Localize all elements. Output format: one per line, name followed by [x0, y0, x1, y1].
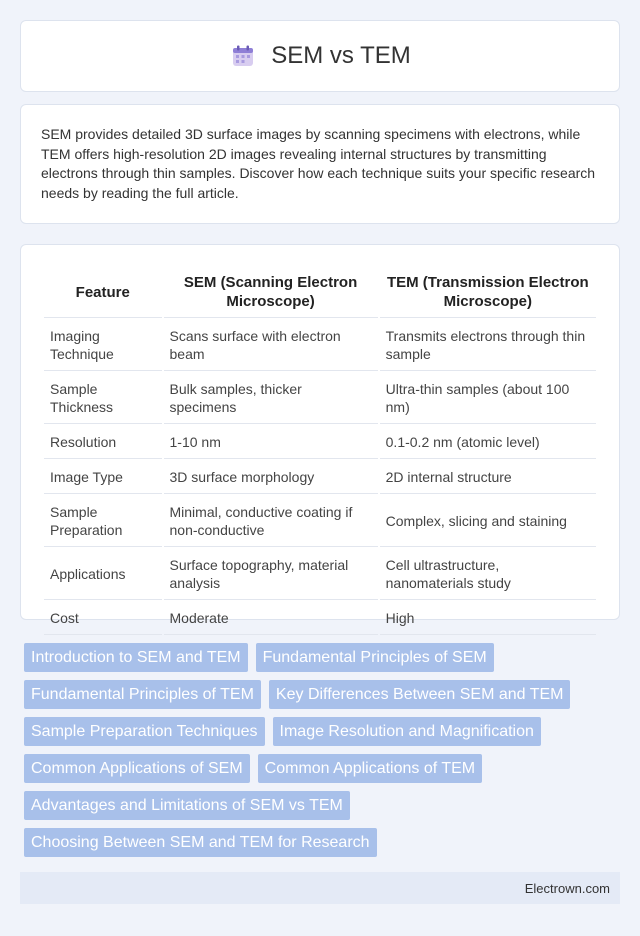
comparison-table-card: [20, 244, 620, 626]
link-row: [24, 643, 604, 672]
table-row: [44, 496, 596, 547]
topic-link[interactable]: Fundamental Principles of SEM: [256, 643, 494, 672]
cell-tem: High: [380, 602, 596, 635]
footer-brand: Electrown.com: [524, 880, 610, 896]
header-feature: Feature: [44, 267, 162, 318]
cell-feature: Cost: [44, 602, 162, 635]
topic-link[interactable]: Image Resolution and Magnification: [273, 717, 541, 746]
table-row: [44, 461, 596, 494]
footer: [20, 872, 620, 904]
cell-feature: Imaging Technique: [44, 320, 162, 371]
page-title: SEM vs TEM: [271, 42, 411, 69]
header-card: [20, 20, 620, 92]
topic-links: [24, 643, 604, 857]
table-row: [44, 426, 596, 459]
cell-tem: Transmits electrons through thin sample: [380, 320, 596, 371]
link-row: [24, 828, 604, 857]
table-row: [44, 320, 596, 371]
link-row: [24, 791, 604, 820]
calendar-icon: [229, 42, 257, 70]
topic-link[interactable]: Fundamental Principles of TEM: [24, 680, 261, 709]
cell-sem: Scans surface with electron beam: [164, 320, 378, 371]
cell-feature: Sample Thickness: [44, 373, 162, 424]
topic-link[interactable]: Sample Preparation Techniques: [24, 717, 265, 746]
cell-tem: 0.1-0.2 nm (atomic level): [380, 426, 596, 459]
header-tem: TEM (Transmission Electron Microscope): [380, 267, 596, 318]
comparison-table: [42, 265, 598, 637]
header-sem: SEM (Scanning Electron Microscope): [164, 267, 378, 318]
intro-card: [20, 104, 620, 224]
topic-link[interactable]: Advantages and Limitations of SEM vs TEM: [24, 791, 350, 820]
topic-link[interactable]: Introduction to SEM and TEM: [24, 643, 248, 672]
cell-tem: Cell ultrastructure, nanomaterials study: [380, 549, 596, 600]
table-row: [44, 373, 596, 424]
cell-tem: Complex, slicing and staining: [380, 496, 596, 547]
cell-feature: Resolution: [44, 426, 162, 459]
cell-sem: Bulk samples, thicker specimens: [164, 373, 378, 424]
cell-sem: Surface topography, material analysis: [164, 549, 378, 600]
cell-sem: Minimal, conductive coating if non-conductive: [164, 496, 378, 547]
cell-sem: 3D surface morphology: [164, 461, 378, 494]
topic-link[interactable]: Key Differences Between SEM and TEM: [269, 680, 571, 709]
link-row: [24, 680, 604, 709]
cell-tem: 2D internal structure: [380, 461, 596, 494]
link-row: [24, 754, 604, 783]
cell-tem: Ultra-thin samples (about 100 nm): [380, 373, 596, 424]
title-wrap: [229, 42, 411, 70]
table-header-row: [44, 267, 596, 318]
intro-text: SEM provides detailed 3D surface images by scanning specimens with electrons, while TEM offers high-resolution 2D images revealing internal structures by transmitting electrons through thin samples. Discover how each technique suits your specific research needs by reading the full article.: [41, 126, 596, 201]
table-row: [44, 549, 596, 600]
cell-feature: Applications: [44, 549, 162, 600]
cell-feature: Image Type: [44, 461, 162, 494]
topic-link[interactable]: Choosing Between SEM and TEM for Research: [24, 828, 377, 857]
cell-sem: 1-10 nm: [164, 426, 378, 459]
topic-link[interactable]: Common Applications of TEM: [258, 754, 482, 783]
cell-feature: Sample Preparation: [44, 496, 162, 547]
link-row: [24, 717, 604, 746]
cell-sem: Moderate: [164, 602, 378, 635]
topic-link[interactable]: Common Applications of SEM: [24, 754, 250, 783]
table-row: [44, 602, 596, 635]
